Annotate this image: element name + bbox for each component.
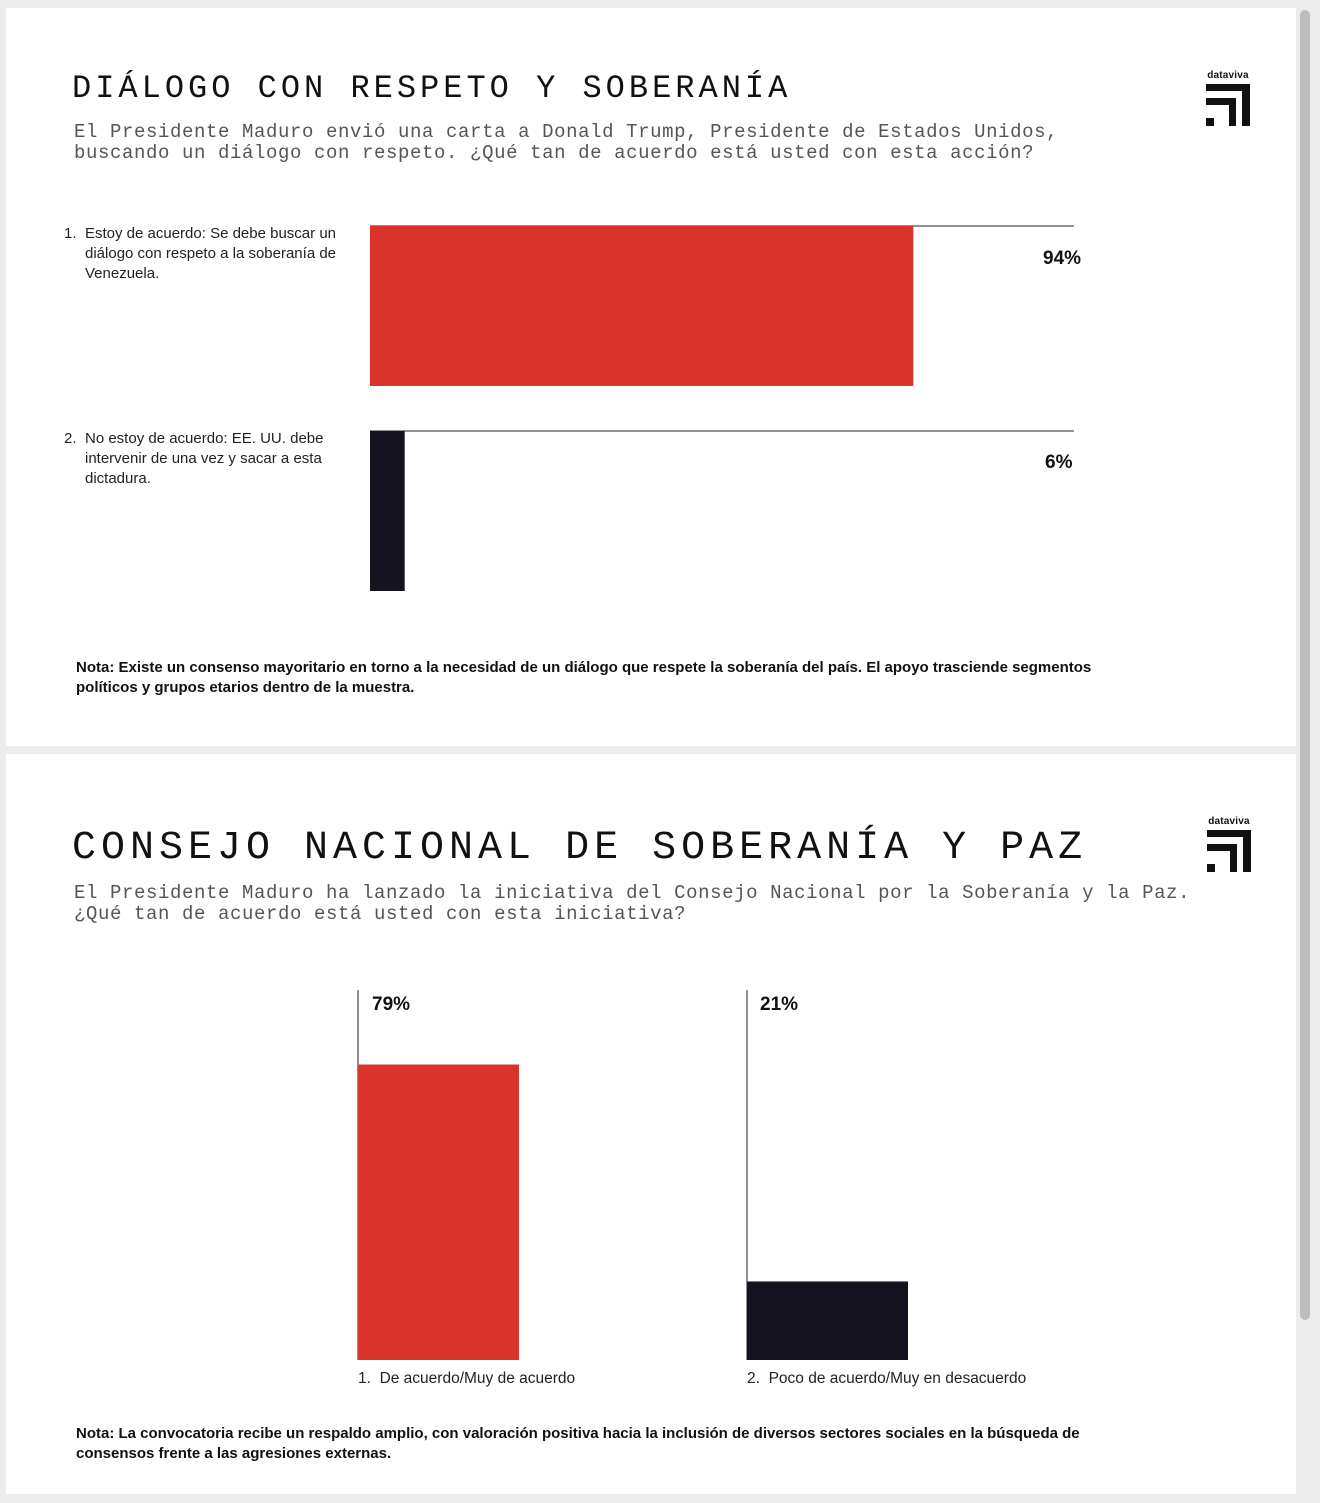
category-text: Poco de acuerdo/Muy en desacuerdo: [768, 1370, 1027, 1387]
bar-category-label-2: [747, 1370, 1026, 1388]
value-label-1: 79%: [372, 994, 411, 1015]
value-label-2: 6%: [1045, 452, 1073, 473]
chart-note: Nota: Existe un consenso mayoritario en torno a la necesidad de un diálogo que respete la soberanía del país. El apoyo trasciende segmentos políticos y grupos etarios dentro de la muestra.: [76, 659, 1092, 696]
category-text: Estoy de acuerdo: Se debe buscar un diálogo con respeto a la soberanía de Venezuela.: [85, 225, 337, 282]
vertical-scrollbar[interactable]: [1300, 10, 1310, 1320]
vertical-bar-chart: [6, 754, 1296, 1494]
category-number: 2.: [747, 1370, 760, 1387]
chart-question: El Presidente Maduro ha lanzado la iniciativa del Consejo Nacional por la Soberanía y la Paz. ¿Qué tan de acuerdo está usted con esta iniciativa?: [74, 882, 1191, 925]
chart-note: Nota: La convocatoria recibe un respaldo amplio, con valoración positiva hacia la inclusión de diversos sectores sociales en la búsqueda de consensos frente a las agresiones externas.: [76, 1425, 1080, 1462]
horizontal-bar-chart: [6, 8, 1296, 746]
chart-title: CONSEJO NACIONAL DE SOBERANÍA Y PAZ: [72, 826, 1088, 871]
value-label-2: 21%: [760, 994, 799, 1015]
chart-panel-consejo: [6, 754, 1296, 1494]
chart-panel-dialogo: [6, 8, 1296, 746]
logo-text: dataviva: [1208, 816, 1250, 827]
category-text: No estoy de acuerdo: EE. UU. debe intervenir de una vez y sacar a esta dictadura.: [85, 430, 324, 487]
bar-1: [358, 1065, 519, 1360]
chart-title: DIÁLOGO CON RESPETO Y SOBERANÍA: [72, 70, 792, 107]
category-number: 1.: [64, 225, 77, 242]
bar-1: [370, 226, 913, 386]
bar-category-label-1: [358, 1370, 575, 1388]
chart-question: El Presidente Maduro envió una carta a Donald Trump, Presidente de Estados Unidos, buscando un diálogo con respeto. ¿Qué tan de acuerdo está usted con esta acción?: [74, 121, 1059, 164]
value-label-1: 94%: [1043, 248, 1082, 269]
category-number: 2.: [64, 430, 77, 447]
category-number: 1.: [358, 1370, 371, 1387]
category-text: De acuerdo/Muy de acuerdo: [379, 1370, 576, 1387]
bar-2: [370, 431, 405, 591]
logo-text: dataviva: [1207, 70, 1249, 81]
bar-2: [747, 1281, 908, 1360]
